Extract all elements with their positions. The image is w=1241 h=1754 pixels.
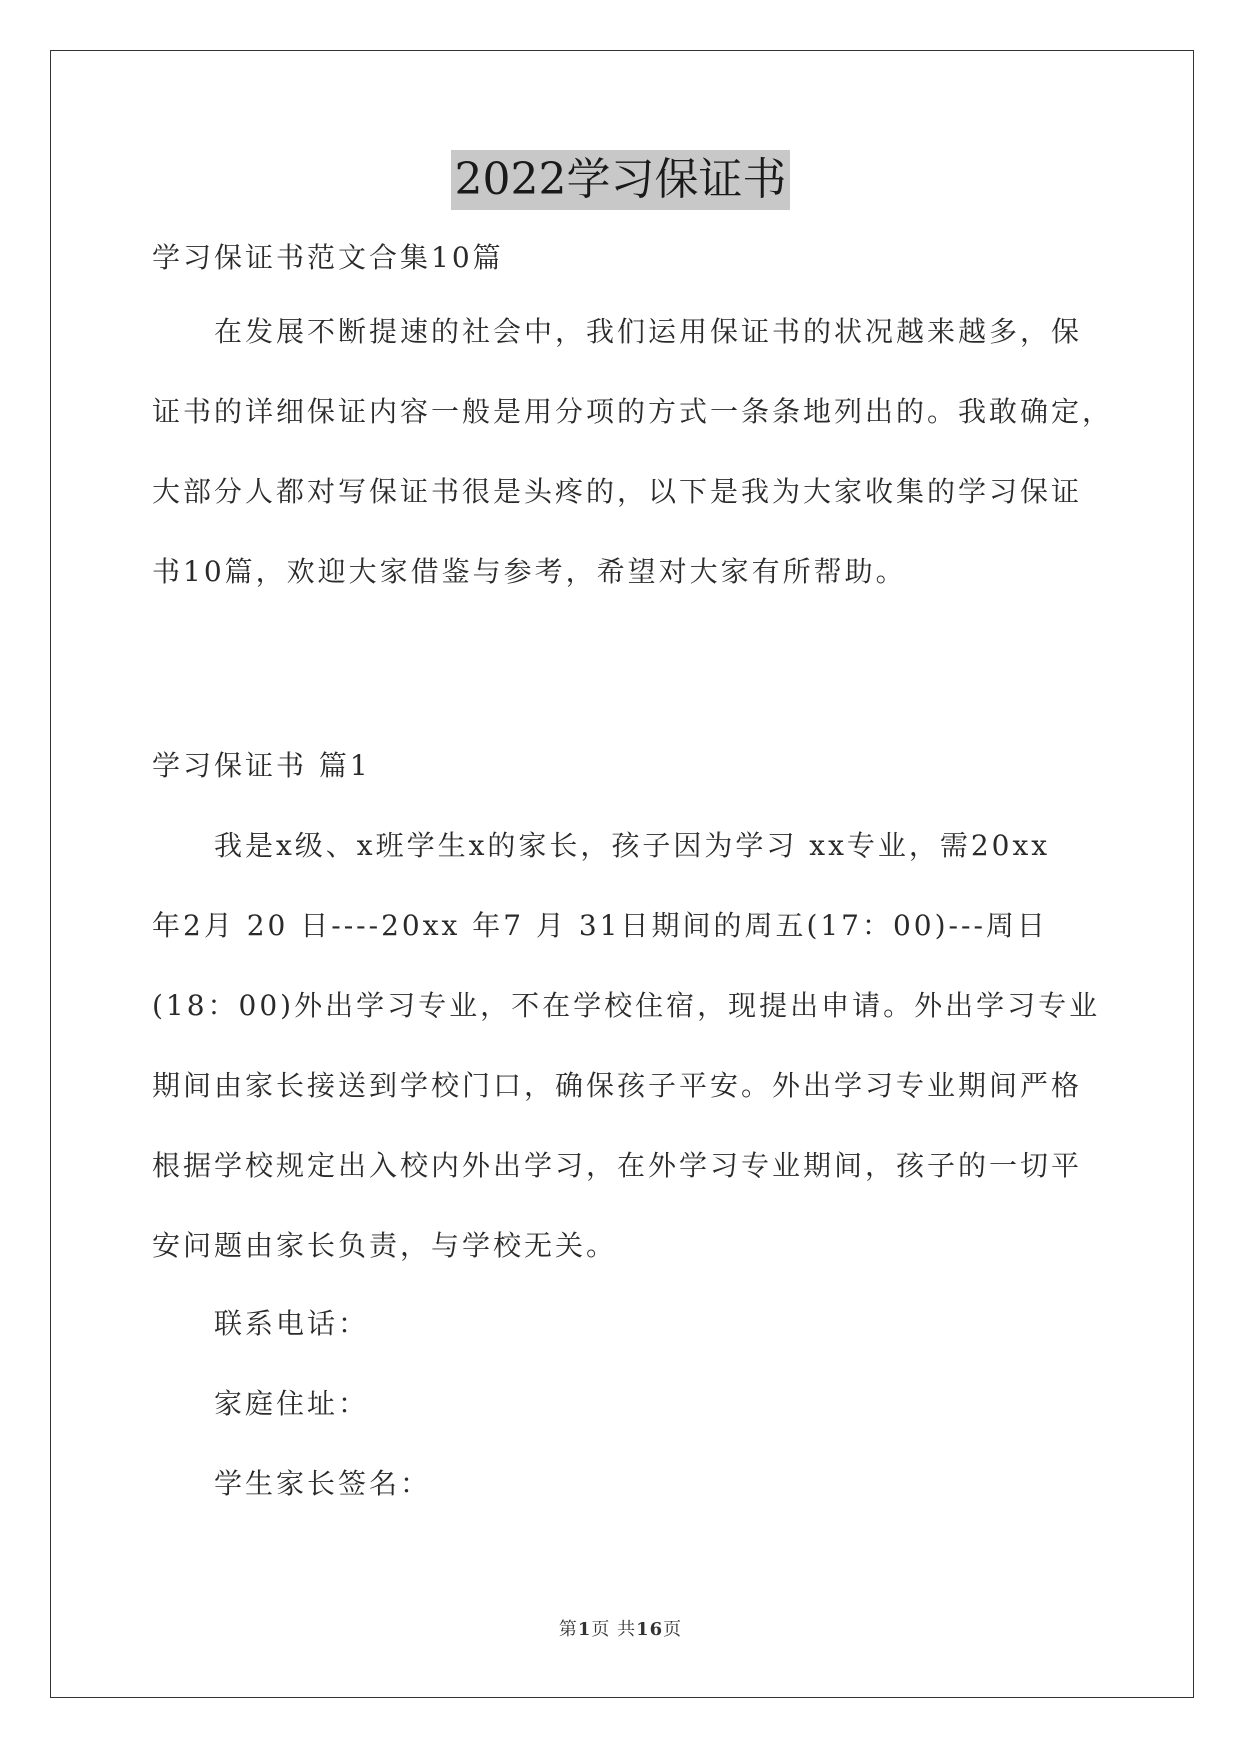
field-address: 家庭住址：	[214, 1387, 370, 1420]
body-line: 我是x级、x班学生x的家长，孩子因为学习 xx专业，需20xx	[214, 829, 1051, 862]
footer-page-total: 16	[636, 1619, 664, 1640]
body-line: (18：00)外出学习专业，不在学校住宿，现提出申请。外出学习专业	[152, 989, 1101, 1022]
body-line: 根据学校规定出入校内外出学习，在外学习专业期间，孩子的一切平	[152, 1149, 1083, 1182]
intro-line: 大部分人都对写保证书很是头疼的，以下是我为大家收集的学习保证	[152, 475, 1083, 508]
field-parent-signature: 学生家长签名：	[214, 1467, 432, 1500]
body-line: 安问题由家长负责，与学校无关。	[152, 1229, 618, 1262]
document-title: 2022学习保证书	[451, 150, 791, 210]
footer-page-number: 1	[577, 1619, 592, 1640]
page-frame	[50, 50, 1194, 1698]
footer-page-suffix: 页	[663, 1619, 683, 1640]
title-container	[0, 150, 1241, 210]
footer-page-prefix: 第	[558, 1619, 578, 1640]
body-line: 年2月 20 日----20xx 年7 月 31日期间的周五(17：00)---周日	[152, 909, 1048, 942]
intro-line: 在发展不断提速的社会中，我们运用保证书的状况越来越多，保	[214, 315, 1083, 348]
intro-line: 证书的详细保证内容一般是用分项的方式一条条地列出的。我敢确定，	[152, 395, 1114, 428]
body-line: 期间由家长接送到学校门口，确保孩子平安。外出学习专业期间严格	[152, 1069, 1083, 1102]
section-heading: 学习保证书 篇1	[152, 749, 371, 782]
subtitle: 学习保证书范文合集10篇	[152, 241, 504, 274]
footer-page-mid: 页 共	[591, 1619, 637, 1640]
intro-line: 书10篇，欢迎大家借鉴与参考，希望对大家有所帮助。	[152, 555, 907, 588]
page-footer	[0, 1615, 1241, 1641]
field-phone: 联系电话：	[214, 1307, 370, 1340]
